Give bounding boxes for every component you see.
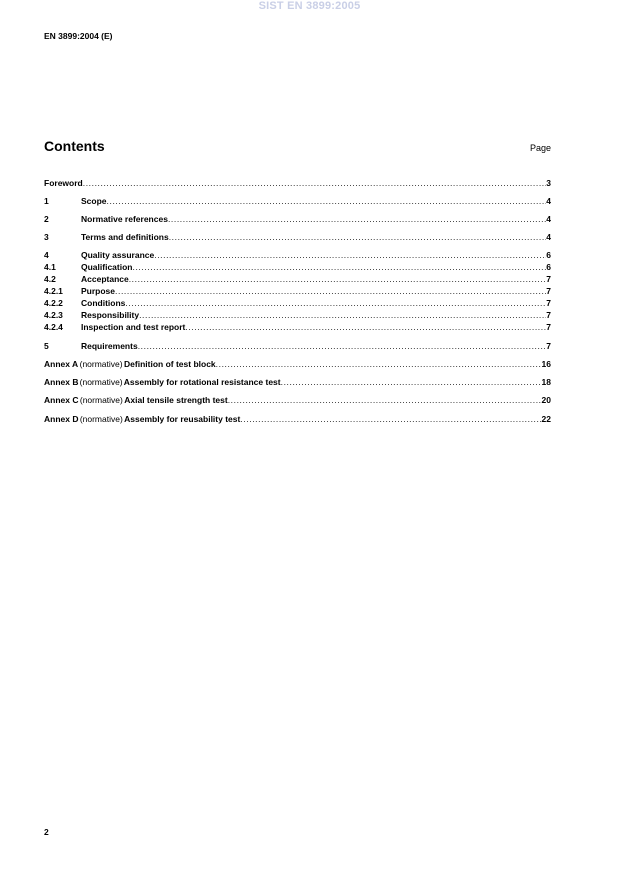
document-id: EN 3899:2004 (E) [44,31,113,41]
annex-title: Assembly for reusability test [124,414,241,424]
toc-entry[interactable] [44,274,551,285]
toc-annex-entry[interactable] [44,414,551,425]
toc-entry[interactable] [44,232,551,243]
toc-entry-title: Conditions [81,298,126,308]
annex-label: Annex B [44,377,79,387]
annex-type: (normative) [79,414,123,424]
toc-entry-title: Inspection and test report [81,322,186,332]
leader-dots [240,414,541,425]
toc-entry-number: 5 [44,341,49,351]
toc-entry-page: 20 [541,395,551,405]
toc-entry-title: Normative references [81,214,168,224]
leader-dots [139,310,546,321]
toc-entry-number: 4.2.1 [44,286,63,296]
leader-dots [115,286,546,297]
annex-label: Annex A [44,359,79,369]
toc-entry-number: 2 [44,214,49,224]
annex-label: Annex C [44,395,79,405]
toc-entry-number: 3 [44,232,49,242]
annex-type: (normative) [79,377,123,387]
toc-entry-page: 7 [546,298,551,308]
contents-title: Contents [44,138,105,154]
toc-entry[interactable] [44,178,551,189]
toc-entry-title: Terms and definitions [81,232,169,242]
toc-annex-entry[interactable] [44,359,551,370]
toc-annex-entry[interactable] [44,395,551,406]
leader-dots [169,232,547,243]
toc-entry-title: Quality assurance [81,250,155,260]
toc-entry-number: 1 [44,196,49,206]
toc-annex-entry[interactable] [44,377,551,388]
leader-dots [185,322,546,333]
annex-type: (normative) [79,395,123,405]
leader-dots [83,178,547,189]
toc-entry-title: Qualification [81,262,133,272]
annex-title: Assembly for rotational resistance test [123,377,281,387]
leader-dots [129,274,547,285]
toc-entry-page: 6 [546,250,551,260]
toc-entry-number: 4 [44,250,49,260]
toc-entry[interactable] [44,262,551,273]
toc-entry-title: Responsibility [81,310,140,320]
leader-dots [154,250,546,261]
toc-entry-title: Requirements [81,341,138,351]
leader-dots [216,359,542,370]
toc-entry[interactable] [44,214,551,225]
annex-label: Annex D [44,414,79,424]
toc-entry-page: 7 [546,286,551,296]
leader-dots [168,214,546,225]
toc-entry-number: 4.2 [44,274,56,284]
toc-entry[interactable] [44,341,551,352]
toc-entry-title: Scope [81,196,107,206]
leader-dots [132,262,546,273]
annex-title: Axial tensile strength test [124,395,228,405]
toc-entry-page: 7 [546,322,551,332]
leader-dots [281,377,542,388]
toc-entry-page: 4 [546,196,551,206]
toc-entry[interactable] [44,298,551,309]
toc-entry[interactable] [44,196,551,207]
toc-entry-number: 4.1 [44,262,56,272]
toc-entry-page: 6 [546,262,551,272]
toc-entry-number: 4.2.2 [44,298,63,308]
toc-entry-page: 4 [546,214,551,224]
toc-entry-page: 16 [541,359,551,369]
leader-dots [107,196,547,207]
page-number: 2 [44,827,49,837]
toc-entry[interactable] [44,250,551,261]
toc-entry-title: Foreword [44,178,83,188]
toc-entry-page: 3 [546,178,551,188]
toc-entry-page: 7 [546,274,551,284]
leader-dots [228,395,542,406]
annex-title: Definition of test block [124,359,216,369]
watermark: SIST EN 3899:2005 [258,0,361,12]
toc-entry[interactable] [44,310,551,321]
page-column-label: Page [529,143,551,153]
toc-entry-number: 4.2.3 [44,310,63,320]
leader-dots [138,341,547,352]
toc-entry-title: Purpose [81,286,116,296]
toc-entry-page: 22 [541,414,551,424]
toc-entry[interactable] [44,322,551,333]
toc-entry-title: Acceptance [81,274,129,284]
toc-entry-page: 4 [546,232,551,242]
toc-entry-page: 7 [546,310,551,320]
leader-dots [125,298,546,309]
toc-entry-page: 7 [546,341,551,351]
annex-type: (normative) [79,359,123,369]
toc-entry[interactable] [44,286,551,297]
toc-entry-number: 4.2.4 [44,322,63,332]
toc-entry-page: 18 [541,377,551,387]
